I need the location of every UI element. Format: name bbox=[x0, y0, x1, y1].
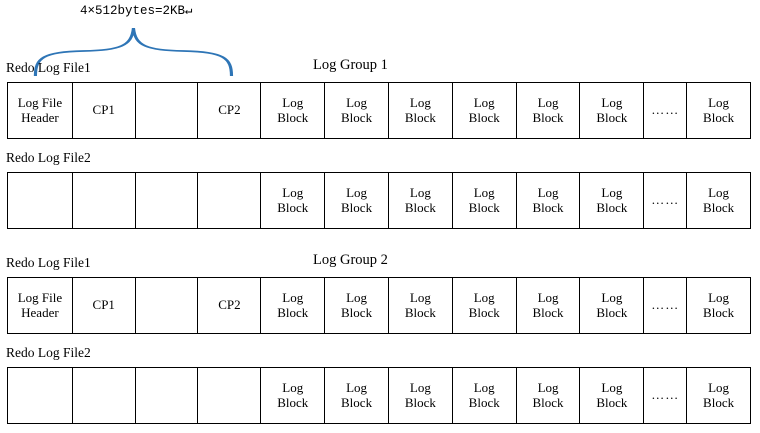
cell-line-1: Log File bbox=[17, 289, 63, 305]
cell-line-1: Log bbox=[537, 379, 559, 395]
cell-line-1: …… bbox=[651, 192, 680, 208]
cell-line-2: Block bbox=[703, 304, 735, 320]
file-label-group1-file2: Redo Log File2 bbox=[6, 150, 91, 165]
cell-line-1: Log bbox=[537, 289, 559, 305]
cell-line-2: Block bbox=[703, 199, 735, 215]
cell-block bbox=[517, 368, 581, 423]
cell-line-2: Block bbox=[532, 394, 564, 410]
cell-line-1: Log bbox=[473, 184, 495, 200]
table-row bbox=[7, 277, 751, 334]
cell-header bbox=[8, 83, 73, 138]
cell-line-1: Log bbox=[708, 289, 730, 305]
cell-line-1: Log bbox=[708, 184, 730, 200]
cell-line-1: Log bbox=[282, 379, 304, 395]
cell-line-2: Block bbox=[532, 304, 564, 320]
table-row bbox=[7, 172, 751, 229]
cell-line-1: Log bbox=[708, 94, 730, 110]
cell-line-2: Block bbox=[703, 394, 735, 410]
brace-annotation-label: 4×512bytes=2KB↵ bbox=[80, 4, 193, 18]
cell-block bbox=[389, 173, 453, 228]
cell-line-1: Log bbox=[409, 289, 431, 305]
cell-block bbox=[325, 83, 389, 138]
cell-line-1: Log bbox=[346, 379, 368, 395]
cell-line-2: Block bbox=[277, 394, 309, 410]
cell-line-2: Block bbox=[341, 304, 373, 320]
cell-block bbox=[325, 173, 389, 228]
cell-line-2: Block bbox=[468, 304, 500, 320]
cell-dots bbox=[644, 83, 687, 138]
cell-block bbox=[389, 83, 453, 138]
cell-line-1: …… bbox=[651, 102, 680, 118]
cell-line-1: Log bbox=[409, 184, 431, 200]
cell-blank bbox=[136, 368, 199, 423]
cell-block bbox=[389, 368, 453, 423]
cell-line-1: Log bbox=[282, 94, 304, 110]
cell-line-2: Header bbox=[21, 304, 59, 320]
cell-blank bbox=[136, 173, 199, 228]
cell-line-2: Block bbox=[404, 199, 436, 215]
cell-block bbox=[453, 83, 517, 138]
cell-blank bbox=[73, 173, 136, 228]
cell-line-2: Block bbox=[404, 304, 436, 320]
cell-line-1: Log bbox=[282, 289, 304, 305]
cell-line-2: Header bbox=[21, 109, 59, 125]
cell-line-2: Block bbox=[468, 199, 500, 215]
cell-line-1: Log bbox=[601, 94, 623, 110]
cell-blank bbox=[198, 173, 261, 228]
file-label-group1-file1: Redo Log File1 bbox=[6, 60, 91, 75]
cell-line-1: Log bbox=[346, 289, 368, 305]
cell-line-2: Block bbox=[277, 109, 309, 125]
cell-line-1: CP1 bbox=[92, 102, 115, 118]
file-label-group2-file2: Redo Log File2 bbox=[6, 345, 91, 360]
cell-line-2: Block bbox=[596, 394, 628, 410]
cell-line-1: Log bbox=[282, 184, 304, 200]
group-title-2: Log Group 2 bbox=[313, 252, 388, 268]
cell-line-2: Block bbox=[532, 109, 564, 125]
cell-blank bbox=[198, 368, 261, 423]
cell-block bbox=[453, 368, 517, 423]
cell-line-2: Block bbox=[468, 109, 500, 125]
cell-block bbox=[517, 278, 581, 333]
cell-block bbox=[687, 173, 750, 228]
cell-line-1: …… bbox=[651, 387, 680, 403]
cell-blank bbox=[73, 368, 136, 423]
cell-block bbox=[580, 278, 644, 333]
cell-line-1: Log bbox=[473, 94, 495, 110]
cell-line-2: Block bbox=[596, 304, 628, 320]
cell-block bbox=[453, 173, 517, 228]
cell-line-1: Log bbox=[537, 184, 559, 200]
cell-blank bbox=[8, 173, 73, 228]
cell-line-2: Block bbox=[404, 109, 436, 125]
cell-line-1: Log bbox=[409, 379, 431, 395]
cell-block bbox=[580, 83, 644, 138]
cell-block bbox=[325, 278, 389, 333]
cell-line-2: Block bbox=[277, 304, 309, 320]
cell-line-1: …… bbox=[651, 297, 680, 313]
cell-line-1: Log bbox=[473, 289, 495, 305]
group-title-1: Log Group 1 bbox=[313, 57, 388, 73]
cell-block bbox=[517, 173, 581, 228]
cell-block bbox=[261, 83, 325, 138]
cell-blank bbox=[136, 278, 199, 333]
cell-line-2: Block bbox=[341, 394, 373, 410]
cell-cp bbox=[73, 278, 136, 333]
cell-line-1: Log bbox=[409, 94, 431, 110]
cell-line-1: Log bbox=[537, 94, 559, 110]
cell-line-2: Block bbox=[341, 109, 373, 125]
cell-line-1: Log File bbox=[17, 94, 63, 110]
cell-line-1: Log bbox=[601, 184, 623, 200]
cell-dots bbox=[644, 368, 687, 423]
cell-blank bbox=[136, 83, 199, 138]
cell-block bbox=[580, 368, 644, 423]
cell-dots bbox=[644, 278, 687, 333]
cell-block bbox=[261, 173, 325, 228]
cell-block bbox=[261, 278, 325, 333]
cell-line-2: Block bbox=[341, 199, 373, 215]
cell-block bbox=[687, 278, 750, 333]
file-label-group2-file1: Redo Log File1 bbox=[6, 255, 91, 270]
cell-header bbox=[8, 278, 73, 333]
cell-line-1: CP2 bbox=[218, 102, 241, 118]
cell-cp bbox=[198, 278, 261, 333]
cell-dots bbox=[644, 173, 687, 228]
cell-cp bbox=[73, 83, 136, 138]
cell-line-2: Block bbox=[468, 394, 500, 410]
cell-line-2: Block bbox=[532, 199, 564, 215]
cell-line-2: Block bbox=[703, 109, 735, 125]
cell-line-2: Block bbox=[277, 199, 309, 215]
cell-line-1: CP2 bbox=[218, 297, 241, 313]
cell-block bbox=[687, 83, 750, 138]
cell-line-1: Log bbox=[346, 94, 368, 110]
cell-line-1: CP1 bbox=[92, 297, 115, 313]
cell-block bbox=[580, 173, 644, 228]
cell-block bbox=[453, 278, 517, 333]
cell-line-2: Block bbox=[596, 109, 628, 125]
cell-cp bbox=[198, 83, 261, 138]
cell-line-1: Log bbox=[346, 184, 368, 200]
table-row bbox=[7, 367, 751, 424]
cell-block bbox=[517, 83, 581, 138]
cell-line-2: Block bbox=[596, 199, 628, 215]
cell-block bbox=[687, 368, 750, 423]
cell-line-1: Log bbox=[708, 379, 730, 395]
cell-line-1: Log bbox=[601, 289, 623, 305]
cell-line-1: Log bbox=[473, 379, 495, 395]
cell-blank bbox=[8, 368, 73, 423]
cell-line-1: Log bbox=[601, 379, 623, 395]
cell-block bbox=[261, 368, 325, 423]
cell-block bbox=[325, 368, 389, 423]
cell-line-2: Block bbox=[404, 394, 436, 410]
table-row bbox=[7, 82, 751, 139]
cell-block bbox=[389, 278, 453, 333]
